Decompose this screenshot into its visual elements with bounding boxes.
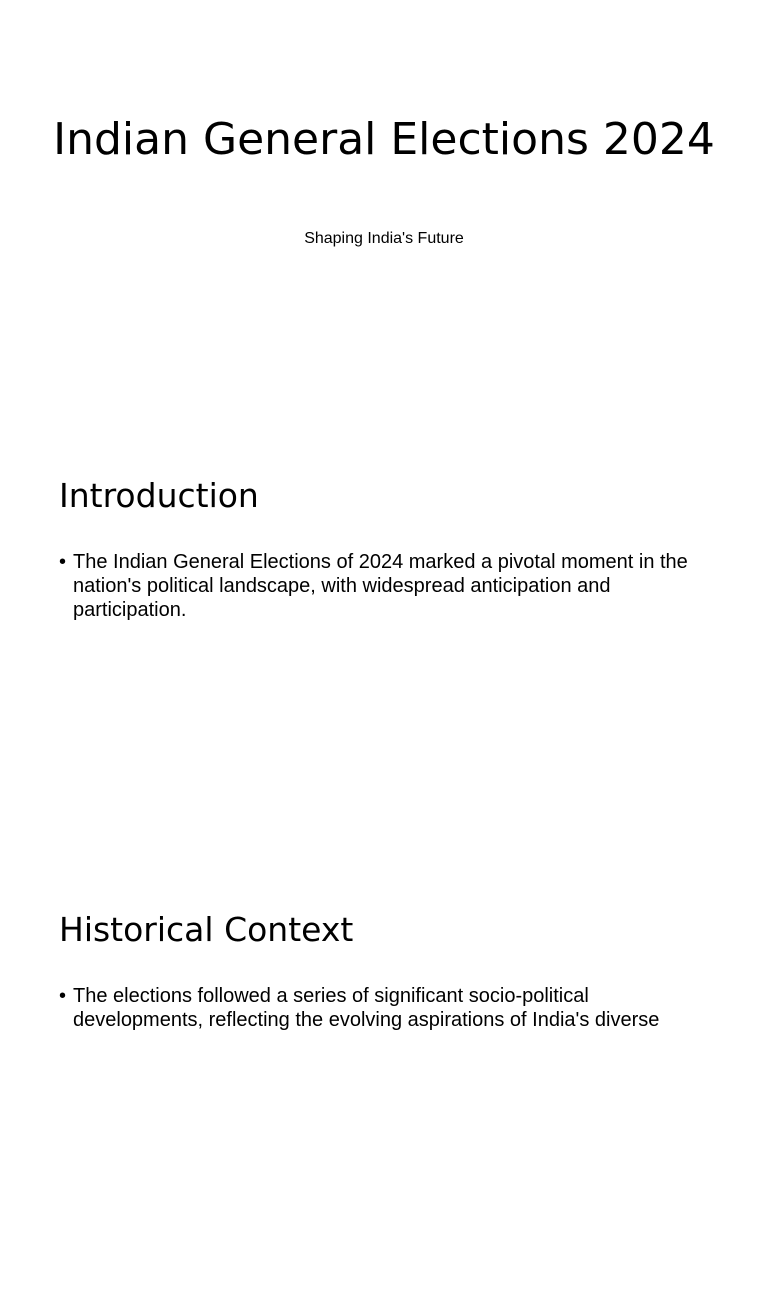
historical-context-bullet-list <box>59 984 709 1032</box>
list-item <box>59 984 709 1032</box>
historical-context-slide <box>0 868 768 1302</box>
presentation-title <box>0 114 768 166</box>
introduction-heading: Introduction <box>59 476 259 515</box>
bullet-text: The Indian General Elections of 2024 marked a pivotal moment in the nation's political landscape, with widespread anticipation and participation. <box>73 551 688 621</box>
historical-context-heading: Historical Context <box>59 910 354 949</box>
bullet-icon: • <box>59 551 67 573</box>
bullet-icon: • <box>59 985 67 1007</box>
presentation-subtitle: Shaping India's Future <box>304 230 464 247</box>
introduction-bullet-list <box>59 550 709 622</box>
title-slide <box>0 0 768 434</box>
introduction-slide <box>0 434 768 868</box>
list-item <box>59 550 709 622</box>
presentation-title-text: Indian General Elections 2024 <box>53 114 715 165</box>
bullet-text: The elections followed a series of significant socio-political developments, reflecting the evolving aspirations of India's diverse <box>73 985 660 1031</box>
